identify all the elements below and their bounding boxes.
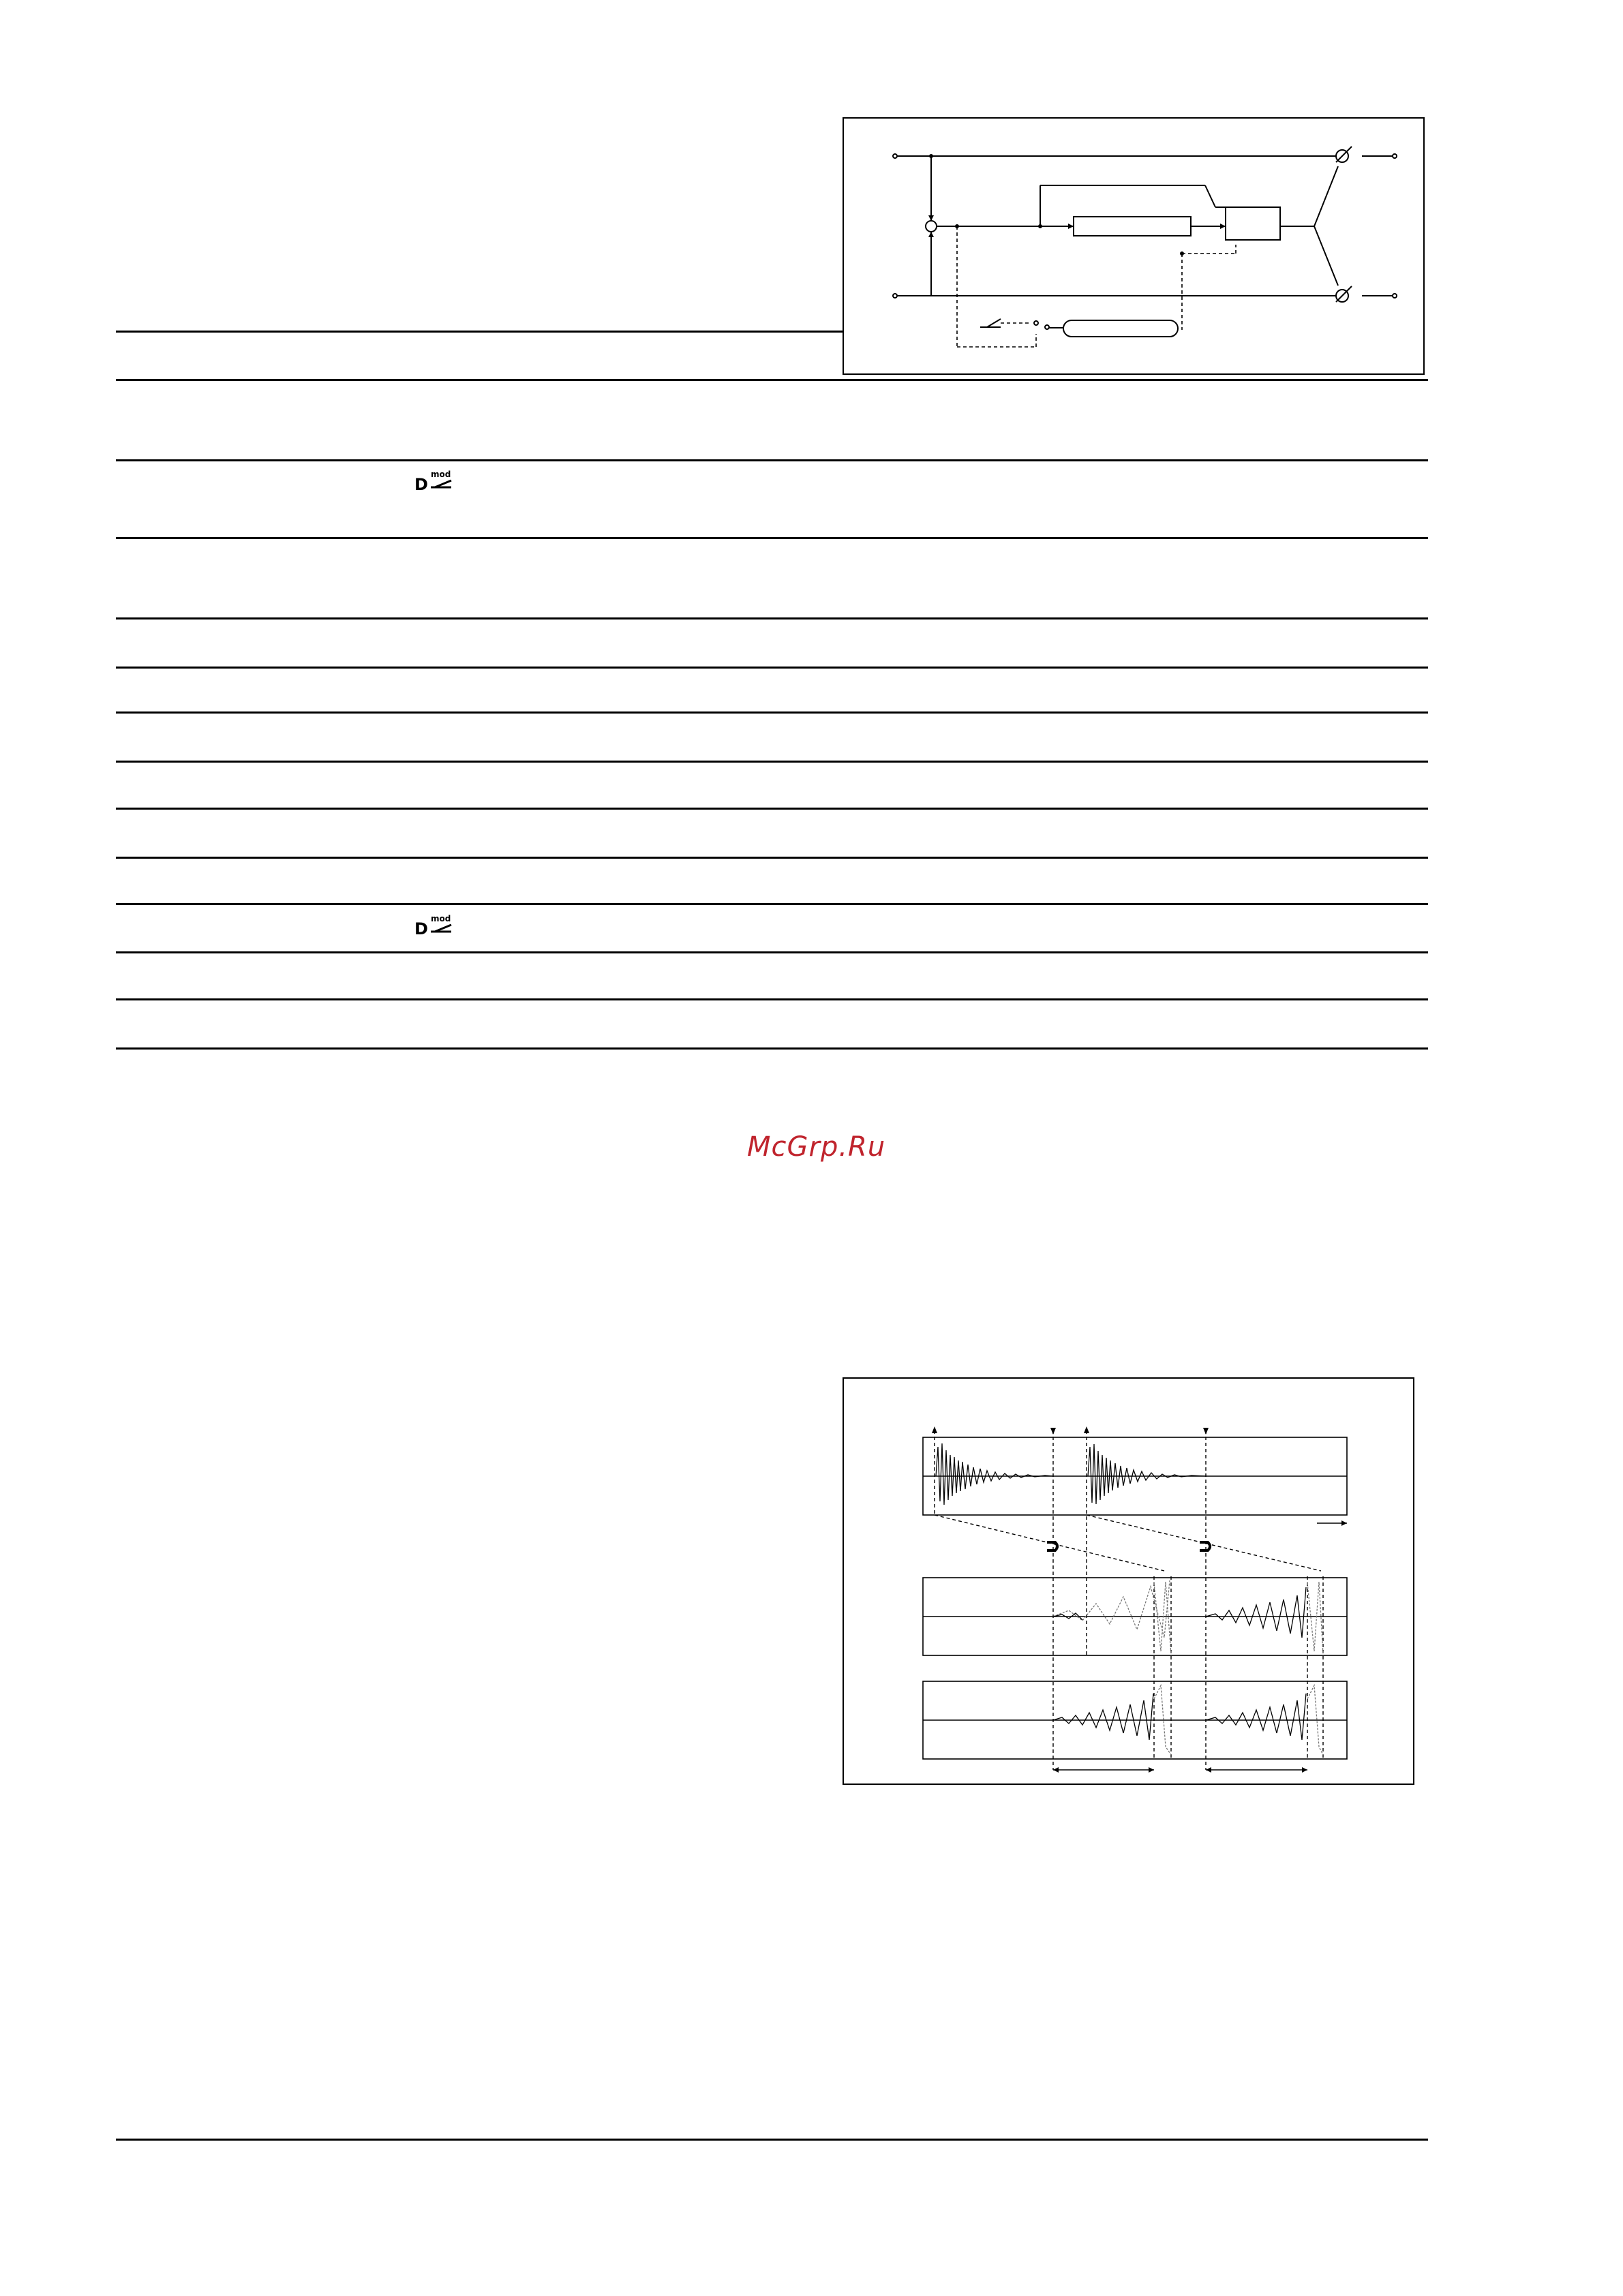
mixer-node xyxy=(926,221,937,232)
reverse-delay-waveforms xyxy=(844,1379,1413,1784)
dmod-superscript: mod xyxy=(431,914,451,923)
waveform-diagram xyxy=(843,1377,1414,1785)
right-output-terminal xyxy=(1393,294,1397,298)
output-burst-1 xyxy=(1053,1694,1153,1740)
dmod-icon xyxy=(429,479,453,489)
loop-arrow-icon xyxy=(1047,1542,1057,1550)
table-rule-7 xyxy=(116,761,1428,763)
dmod-mark-1 xyxy=(414,470,451,494)
dmod-letter: D xyxy=(414,475,428,494)
table-rule-10 xyxy=(116,903,1428,905)
reversed-burst-2 xyxy=(1206,1587,1306,1638)
delay-block xyxy=(1074,217,1191,236)
table-rule-3 xyxy=(116,537,1428,539)
table-rule-1 xyxy=(116,379,1428,381)
table-rule-6 xyxy=(116,711,1428,714)
table-rule-9 xyxy=(116,857,1428,859)
watermark: McGrp.Ru xyxy=(747,1131,886,1163)
table-rule-8 xyxy=(116,808,1428,810)
input-burst-2 xyxy=(1088,1444,1206,1504)
output-burst-2 xyxy=(1206,1694,1306,1740)
table-rule-5 xyxy=(116,667,1428,669)
reversed-ghost-1 xyxy=(1053,1580,1170,1638)
table-rule-2 xyxy=(116,459,1428,461)
dmod-icon xyxy=(429,923,453,933)
left-output-terminal xyxy=(1393,154,1397,158)
signal-flow-diagram xyxy=(844,119,1423,373)
bottom-rule xyxy=(116,2139,1428,2141)
left-input-terminal xyxy=(893,154,897,158)
table-rule-12 xyxy=(116,998,1428,1000)
table-rule-0 xyxy=(116,331,843,333)
loop-arrow-icon xyxy=(1200,1542,1210,1550)
dmod-superscript: mod xyxy=(431,470,451,479)
dmod-icon xyxy=(980,319,1001,327)
reversed-ghost-3 xyxy=(1307,1582,1323,1654)
input-burst-1 xyxy=(936,1443,1053,1505)
table-rule-11 xyxy=(116,951,1428,953)
lfo-block xyxy=(1063,320,1178,337)
output-block xyxy=(1226,207,1280,240)
table-rule-13 xyxy=(116,1047,1428,1050)
dmod-mark-2 xyxy=(414,914,451,938)
reversed-ghost-2 xyxy=(1154,1582,1171,1654)
right-input-terminal xyxy=(893,294,897,298)
block-diagram xyxy=(843,117,1425,375)
table-rule-4 xyxy=(116,617,1428,619)
dmod-letter: D xyxy=(414,919,428,938)
